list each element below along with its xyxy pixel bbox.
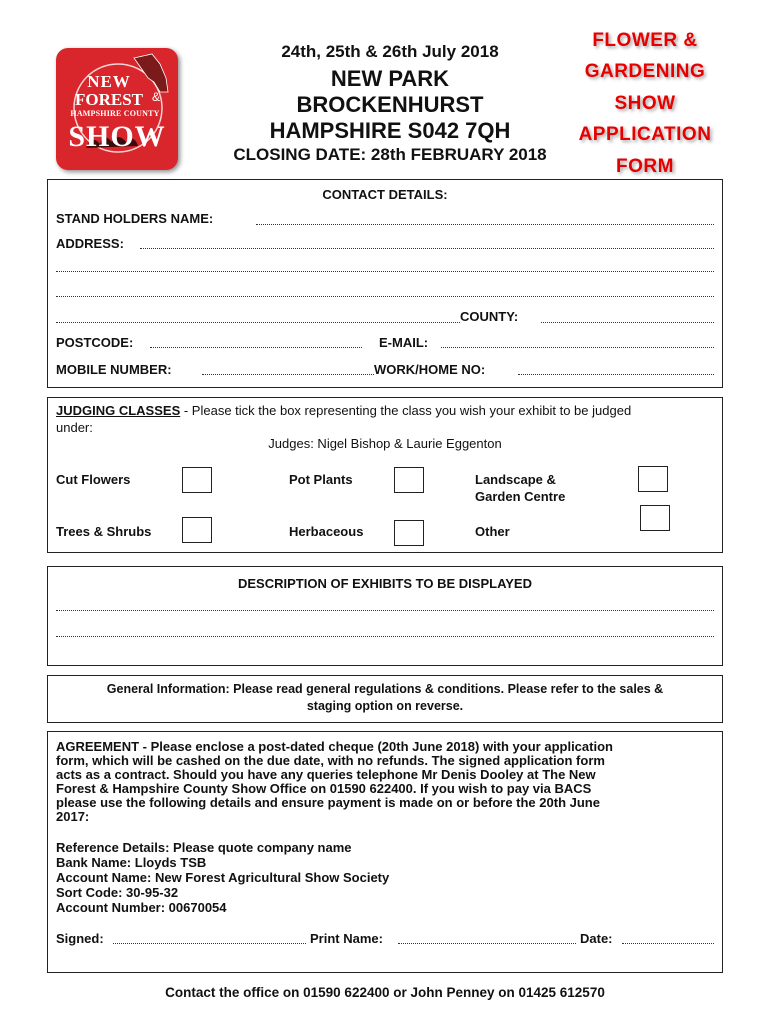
class-label-herbaceous: Herbaceous — [289, 524, 364, 539]
class-label-landscape-1: Landscape & — [475, 472, 556, 487]
general-info-line-1: General Information: Please read general regulations & conditions. Please refer to the sales & — [106, 682, 664, 696]
checkbox-herbaceous[interactable] — [394, 520, 424, 546]
class-label-cut-flowers: Cut Flowers — [56, 472, 131, 487]
agreement-line-1: AGREEMENT - Please enclose a post-dated cheque (20th June 2018) with your application — [56, 739, 613, 754]
county-label: COUNTY: — [460, 309, 519, 324]
class-label-pot-plants: Pot Plants — [289, 472, 353, 487]
agreement-line-4: Forest & Hampshire County Show Office on 01590 622400. If you wish to pay via BACS — [56, 781, 592, 796]
title-line-1: FLOWER & — [592, 30, 698, 51]
email-label: E-MAIL: — [379, 335, 429, 350]
work-home-label: WORK/HOME NO: — [374, 362, 486, 377]
logo-amp: & — [152, 90, 161, 104]
class-label-trees-shrubs: Trees & Shrubs — [56, 524, 152, 539]
work-home-field[interactable] — [518, 374, 714, 375]
title-line-4: APPLICATION — [578, 124, 712, 145]
agreement-line-6: 2017: — [56, 809, 90, 824]
description-field-1[interactable] — [56, 610, 714, 611]
closing-date: CLOSING DATE: 28th FEBRUARY 2018 — [233, 145, 547, 164]
logo-line-show: SHOW — [68, 120, 166, 153]
logo-line-new: NEW — [87, 72, 131, 91]
signed-label: Signed: — [56, 931, 104, 946]
print-name-label: Print Name: — [310, 931, 383, 946]
agreement-line-3: acts as a contract. Should you have any queries telephone Mr Denis Dooley at The New — [56, 767, 596, 782]
title-line-5: FORM — [616, 156, 674, 177]
address-field-1[interactable] — [140, 248, 714, 249]
county-field[interactable] — [541, 322, 714, 323]
title-line-2: GARDENING — [584, 61, 706, 82]
date-label: Date: — [580, 931, 613, 946]
print-name-field[interactable] — [398, 943, 576, 944]
account-name: Account Name: New Forest Agricultural Show Society — [56, 870, 390, 885]
judging-instruction-line-2: under: — [56, 420, 93, 435]
checkbox-trees-shrubs[interactable] — [182, 517, 212, 543]
description-field-2[interactable] — [56, 636, 714, 637]
show-logo — [56, 48, 178, 170]
agreement-line-2: form, which will be cashed on the due date, with no refunds. The signed application form — [56, 753, 605, 768]
postcode-field[interactable] — [150, 347, 362, 348]
venue-line-3: HAMPSHIRE S042 7QH — [269, 118, 511, 143]
title-line-3: SHOW — [614, 93, 676, 114]
general-info-line-2: staging option on reverse. — [306, 699, 464, 713]
address-field-4[interactable] — [56, 322, 460, 323]
email-field[interactable] — [441, 347, 714, 348]
reference-details: Reference Details: Please quote company name — [56, 840, 352, 855]
footer-contact: Contact the office on 01590 622400 or John Penney on 01425 612570 — [165, 985, 605, 1000]
judging-instruction: - Please tick the box representing the class you wish your exhibit to be judged — [180, 403, 632, 418]
stand-holder-label: STAND HOLDERS NAME: — [56, 211, 214, 226]
mobile-label: MOBILE NUMBER: — [56, 362, 172, 377]
checkbox-landscape[interactable] — [638, 466, 668, 492]
address-field-3[interactable] — [56, 296, 714, 297]
judging-heading: JUDGING CLASSES — [56, 403, 181, 418]
sort-code: Sort Code: 30-95-32 — [56, 885, 179, 900]
account-number: Account Number: 00670054 — [56, 900, 227, 915]
event-dates: 24th, 25th & 26th July 2018 — [281, 42, 499, 61]
postcode-label: POSTCODE: — [56, 335, 134, 350]
checkbox-cut-flowers[interactable] — [182, 467, 212, 493]
date-field[interactable] — [622, 943, 714, 944]
address-label: ADDRESS: — [56, 236, 124, 251]
class-label-landscape-2: Garden Centre — [475, 489, 566, 504]
description-heading: DESCRIPTION OF EXHIBITS TO BE DISPLAYED — [238, 576, 532, 591]
contact-heading: CONTACT DETAILS: — [322, 187, 448, 202]
mobile-field[interactable] — [202, 374, 374, 375]
address-field-2[interactable] — [56, 271, 714, 272]
logo-line-hampshire: HAMPSHIRE COUNTY — [70, 109, 160, 118]
checkbox-pot-plants[interactable] — [394, 467, 424, 493]
signed-field[interactable] — [113, 943, 306, 944]
stand-holder-field[interactable] — [256, 224, 714, 225]
class-label-other: Other — [475, 524, 510, 539]
judging-instruction-line-1 — [56, 403, 631, 418]
checkbox-other[interactable] — [640, 505, 670, 531]
venue-line-1: NEW PARK — [330, 66, 450, 91]
judges-names: Judges: Nigel Bishop & Laurie Eggenton — [268, 436, 502, 451]
venue-line-2: BROCKENHURST — [296, 92, 484, 117]
agreement-line-5: please use the following details and ensure payment is made on or before the 20th June — [56, 795, 600, 810]
logo-line-forest: FOREST — [74, 90, 144, 109]
bank-name: Bank Name: Lloyds TSB — [56, 855, 207, 870]
